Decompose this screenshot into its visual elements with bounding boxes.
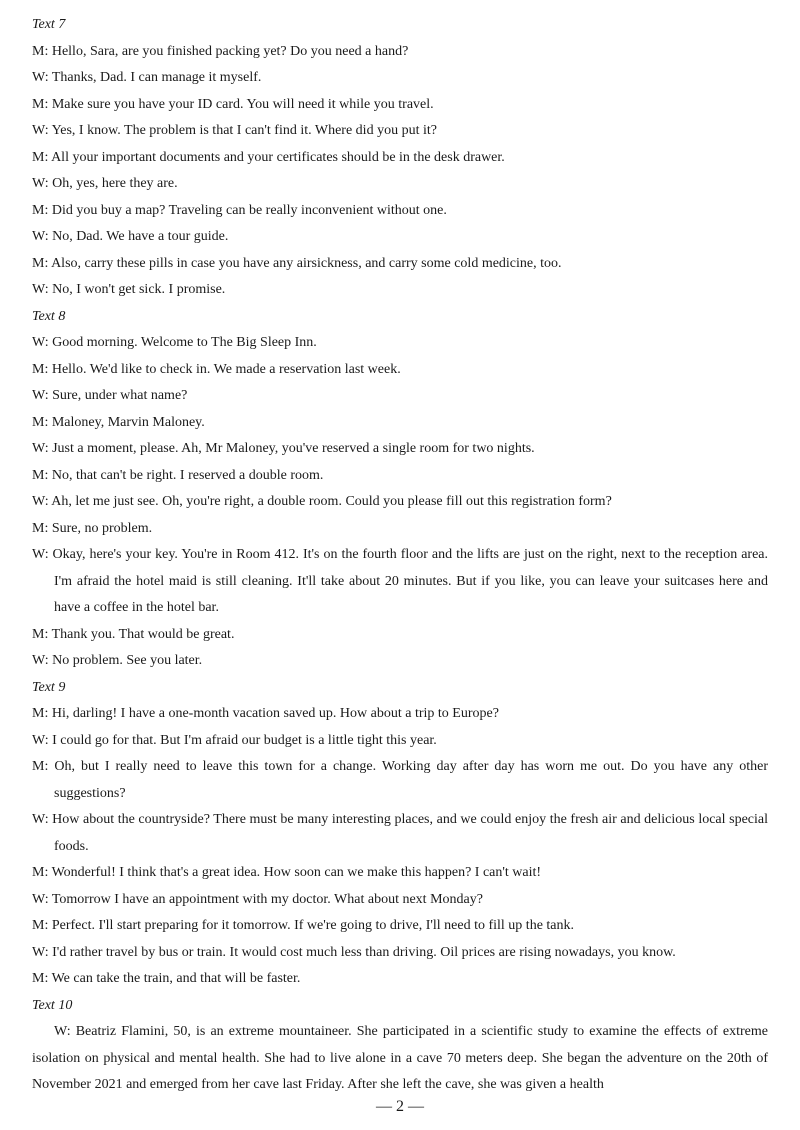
dialogue-line: W: No problem. See you later. — [32, 653, 203, 668]
dialogue-line: W: Sure, under what name? — [32, 388, 188, 403]
dialogue-line: W: I could go for that. But I'm afraid our budget is a little tight this year. — [32, 732, 437, 748]
dialogue-line: M: Sure, no problem. — [32, 520, 153, 536]
dialogue-line: M: Did you buy a map? Traveling can be really inconvenient without one. — [32, 202, 447, 218]
section-text-10 — [32, 993, 768, 1099]
dialogue-line: W: Thanks, Dad. I can manage it myself. — [32, 70, 262, 85]
section-title: Text 9 — [32, 679, 66, 695]
document-page — [32, 12, 768, 1099]
dialogue-line: W: Oh, yes, here they are. — [32, 176, 178, 191]
dialogue-line: W: Just a moment, please. Ah, Mr Maloney, you've reserved a single room for two nights. — [32, 441, 535, 456]
dialogue-line: M: We can take the train, and that will be faster. — [32, 971, 301, 986]
dialogue-line: M: Perfect. I'll start preparing for it tomorrow. If we're going to drive, I'll need to fill up the tank. — [32, 918, 575, 933]
dialogue-line: W: No, I won't get sick. I promise. — [32, 282, 226, 297]
dialogue-line: M: Hi, darling! I have a one-month vacation saved up. How about a trip to Europe? — [32, 706, 499, 721]
section-text-8 — [32, 304, 768, 675]
dialogue-line: M: No, that can't be right. I reserved a double room. — [32, 467, 324, 483]
dialogue-line: W: Good morning. Welcome to The Big Sleep Inn. — [32, 335, 317, 350]
section-text-7 — [32, 12, 768, 304]
section-title: Text 7 — [32, 17, 66, 32]
dialogue-line: W: No, Dad. We have a tour guide. — [32, 229, 229, 244]
dialogue-line: M: Hello, Sara, are you finished packing yet? Do you need a hand? — [32, 43, 409, 59]
monologue-paragraph: W: Beatriz Flamini, 50, is an extreme mountaineer. She participated in a scientific study to examine the effects of extreme isolation on physical and mental health. She had to live alone in a cave 70 meters deep. She began the adventure on the 20th of November 2021 and emerged from her cave last Friday. After she left the cave, she was given a health — [32, 1024, 768, 1092]
dialogue-line: M: Thank you. That would be great. — [32, 626, 235, 642]
dialogue-line: M: Hello. We'd like to check in. We made a reservation last week. — [32, 361, 401, 377]
dialogue-line: M: Also, carry these pills in case you have any airsickness, and carry some cold medicine, too. — [32, 255, 562, 271]
page-number: — 2 — — [376, 1098, 424, 1115]
section-title: Text 8 — [32, 308, 66, 324]
section-text-9 — [32, 675, 768, 993]
dialogue-line: W: I'd rather travel by bus or train. It would cost much less than driving. Oil prices are rising nowadays, you know. — [32, 944, 676, 960]
dialogue-line: W: Ah, let me just see. Oh, you're right, a double room. Could you please fill out this registration form? — [32, 494, 612, 509]
dialogue-line: M: Make sure you have your ID card. You will need it while you travel. — [32, 96, 434, 112]
dialogue-line: W: Yes, I know. The problem is that I can't find it. Where did you put it? — [32, 123, 437, 138]
dialogue-line: W: How about the countryside? There must be many interesting places, and we could enjoy the fresh air and delicious local special foods. — [32, 812, 768, 854]
dialogue-line: W: Tomorrow I have an appointment with my doctor. What about next Monday? — [32, 891, 483, 907]
dialogue-line: M: Maloney, Marvin Maloney. — [32, 414, 205, 430]
dialogue-line: M: Oh, but I really need to leave this town for a change. Working day after day has worn me out. Do you have any other suggestions? — [32, 759, 768, 801]
dialogue-line: M: All your important documents and your certificates should be in the desk drawer. — [32, 149, 505, 165]
section-title: Text 10 — [32, 997, 73, 1013]
dialogue-line: W: Okay, here's your key. You're in Room 412. It's on the fourth floor and the lifts are just on the right, next to the reception area. I'm afraid the hotel maid is still cleaning. It'll take about 20 minutes. But if you like, you can leave your suitcases here and have a coffee in the hotel bar. — [32, 547, 768, 615]
dialogue-line: M: Wonderful! I think that's a great idea. How soon can we make this happen? I can't wait! — [32, 865, 542, 880]
